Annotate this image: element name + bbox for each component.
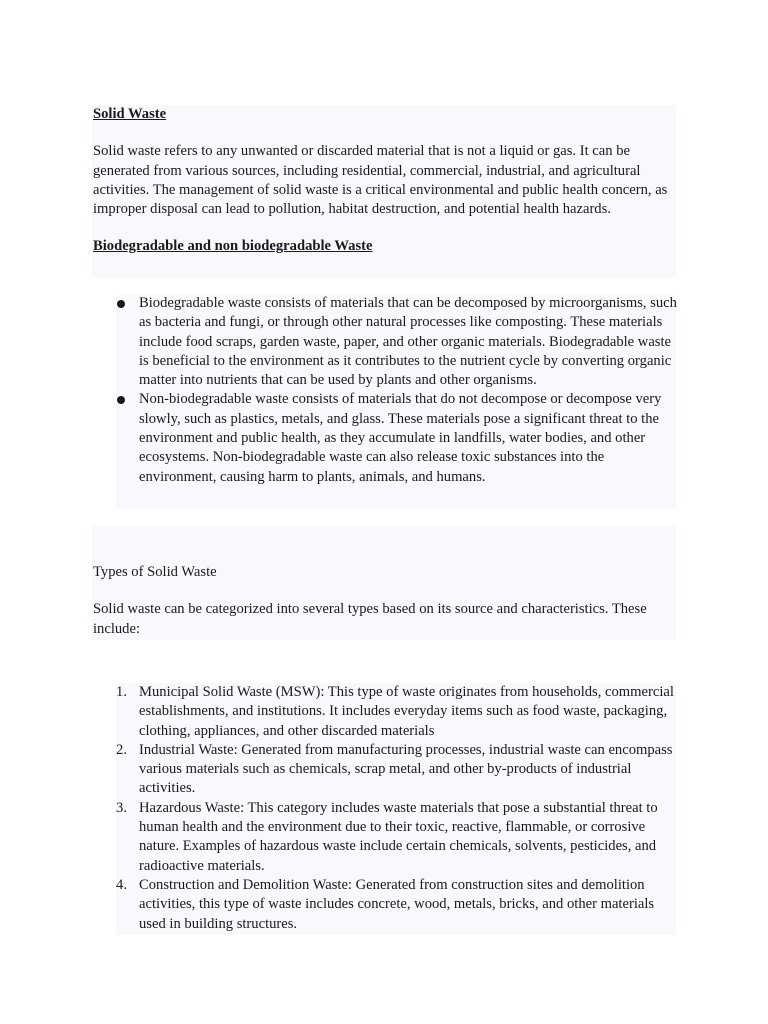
heading-biodegradable: Biodegradable and non biodegradable Waste [93,238,373,255]
list-item-text: Industrial Waste: Generated from manufacturing processes, industrial waste can encompass various materials such as chemicals, scrap metal, and other by-products of industrial activities. [139,741,673,797]
list-item-text: Non-biodegradable waste consists of materials that do not decompose or decompose very slowly, such as plastics, metals, and glass. These materials pose a significant threat to the environment and public health, as they accumulate in landfills, water bodies, and other ecosystems. Non-biodegradable waste can also release toxic substances into the environment, causing harm to plants, animals, and humans. [139,391,662,485]
list-item-text: Municipal Solid Waste (MSW): This type of waste originates from households, commercial establishments, and institutions. It includes everyday items such as food waste, packaging, clothing, appliances, and other discarded materials [139,684,674,739]
section-solid-waste [93,105,677,257]
types-list [93,683,677,934]
list-item-text: Biodegradable waste consists of materials that can be decomposed by microorganisms, such as bacteria and fungi, or through other natural processes like composting. These materials include food scraps, garden waste, paper, and other organic materials. Biodegradable waste is beneficial to the environment as it contributes to the nutrient cycle by converting organic matter into nutrients that can be used by plants and other organisms. [139,295,677,389]
heading-types-of-solid-waste: Types of Solid Waste [93,564,217,580]
list-number: 1. [116,684,127,700]
list-item-text: Construction and Demolition Waste: Generated from construction sites and demolition activities, this type of waste includes concrete, wood, metals, bricks, and other materials used in building structures. [139,876,655,932]
types-intro-paragraph: Solid waste can be categorized into several types based on its source and characteristics. These include: [93,601,647,637]
list-item [93,876,677,934]
list-item [93,799,677,876]
heading-solid-waste: Solid Waste [93,106,167,122]
list-item-text: Hazardous Waste: This category includes waste materials that pose a substantial threat to human health and the environment due to their toxic, reactive, flammable, or corrosive nature. Examples of hazardous waste include certain chemicals, solvents, pesticides, and radioactive materials. [139,799,658,874]
list-number: 3. [116,799,127,816]
list-item [93,390,677,486]
list-item [93,741,677,799]
list-item [93,683,677,741]
intro-paragraph: Solid waste refers to any unwanted or discarded material that is not a liquid or gas. It can be generated from various sources, including residential, commercial, industrial, and agricultural activities. The management of solid waste is a critical environmental and public health concern, as improper disposal can lead to pollution, habitat destruction, and potential health hazards. [93,143,668,218]
list-number: 4. [116,876,127,893]
bullet-icon [117,396,125,404]
section-types [93,563,677,639]
bullet-icon [117,300,125,308]
list-number: 2. [116,741,127,758]
biodegradable-list [93,294,677,487]
list-item [93,294,677,390]
